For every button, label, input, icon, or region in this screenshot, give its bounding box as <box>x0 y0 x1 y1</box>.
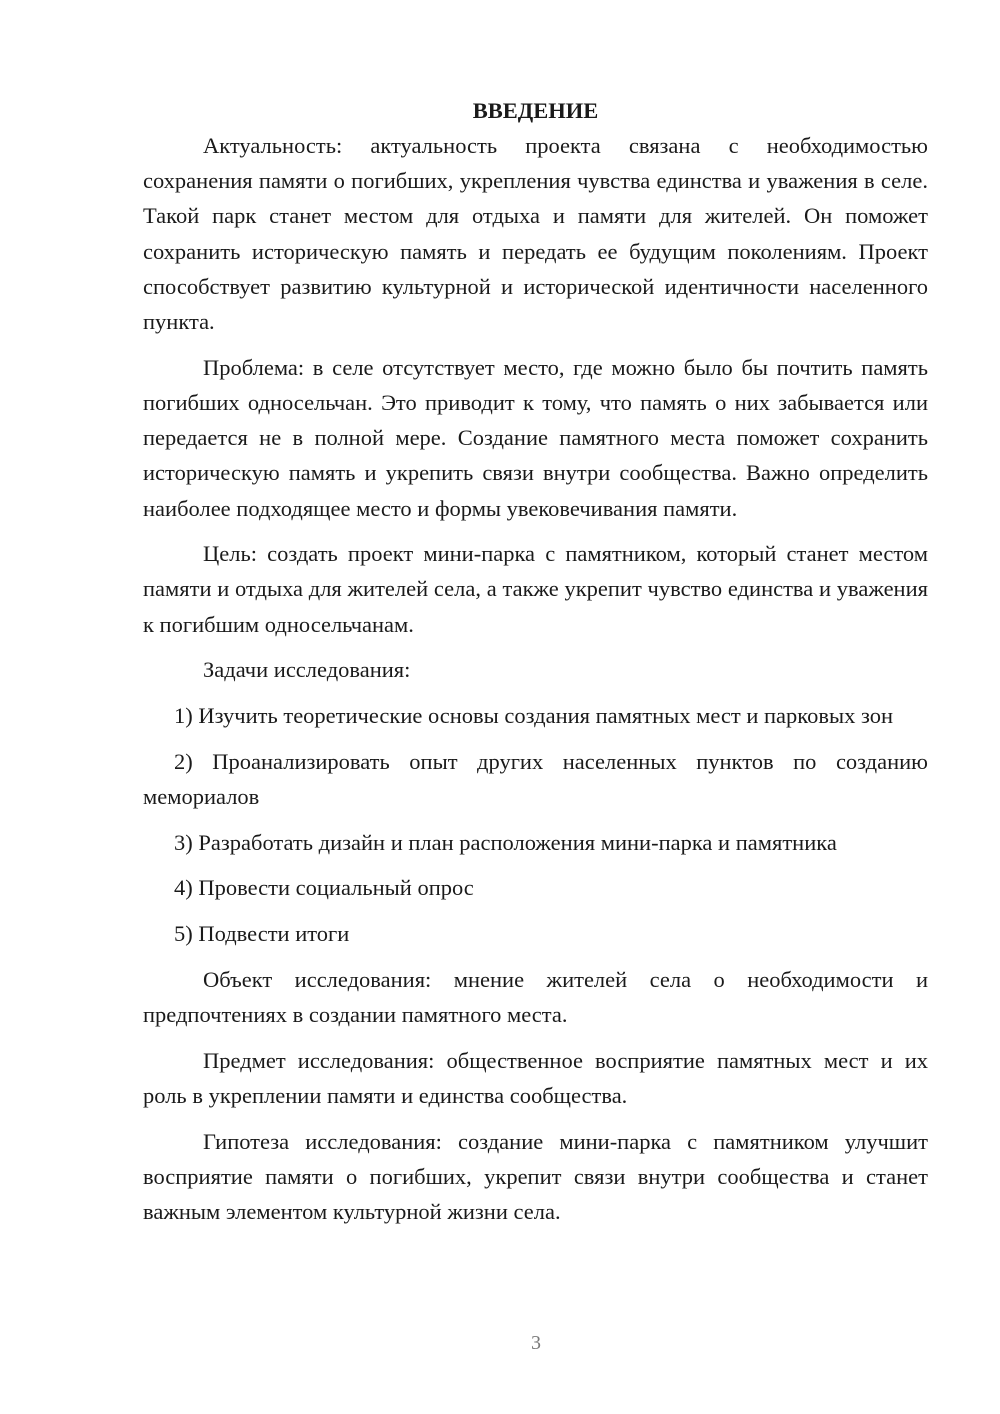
relevance-paragraph: Актуальность: актуальность проекта связана с необходимостью сохранения памяти о погибших, укрепления чувства единства и уважения в селе. Такой парк станет местом для отдыха и памяти для жителей. Он поможет сохранить историческую память и передать ее будущим поколениям. Проект способствует развитию культурной и исторической идентичности населенного пункта. <box>143 133 928 335</box>
goal-paragraph: Цель: создать проект мини-парка с памятником, который станет местом памяти и отдыха для жителей села, а также укрепит чувство единства и уважения к погибшим односельчанам. <box>143 541 928 637</box>
object-paragraph: Объект исследования: мнение жителей села о необходимости и предпочтениях в создании памятного места. <box>143 966 928 1027</box>
page-number: 3 <box>531 1332 541 1354</box>
task-item-5: 5) Подвести итоги <box>174 921 350 947</box>
subject-paragraph: Предмет исследования: общественное восприятие памятных мест и их роль в укреплении памяти и единства сообщества. <box>143 1047 928 1108</box>
problem-paragraph: Проблема: в селе отсутствует место, где можно было бы почтить память погибших односельчан. Это приводит к тому, что память о них забывается или передается не в полной мере. Создание памятного места поможет сохранить историческую память и укрепить связи внутри сообщества. Важно определить наиболее подходящее место и формы увековечивания памяти. <box>143 354 928 521</box>
task-item-2: 2) Проанализировать опыт других населенных пунктов по созданию мемориалов <box>143 748 928 809</box>
hypothesis-paragraph: Гипотеза исследования: создание мини-парка с памятником улучшит восприятие памяти о погибших, укрепит связи внутри сообщества и станет важным элементом культурной жизни села. <box>143 1128 928 1224</box>
task-item-4: 4) Провести социальный опрос <box>174 875 474 901</box>
page-content <box>143 93 928 1240</box>
tasks-heading: Задачи исследования: <box>203 657 411 683</box>
task-item-1: 1) Изучить теоретические основы создания памятных мест и парковых зон <box>174 703 893 729</box>
task-item-3: 3) Разработать дизайн и план расположения мини-парка и памятника <box>174 829 837 855</box>
section-title: ВВЕДЕНИЕ <box>472 98 599 123</box>
